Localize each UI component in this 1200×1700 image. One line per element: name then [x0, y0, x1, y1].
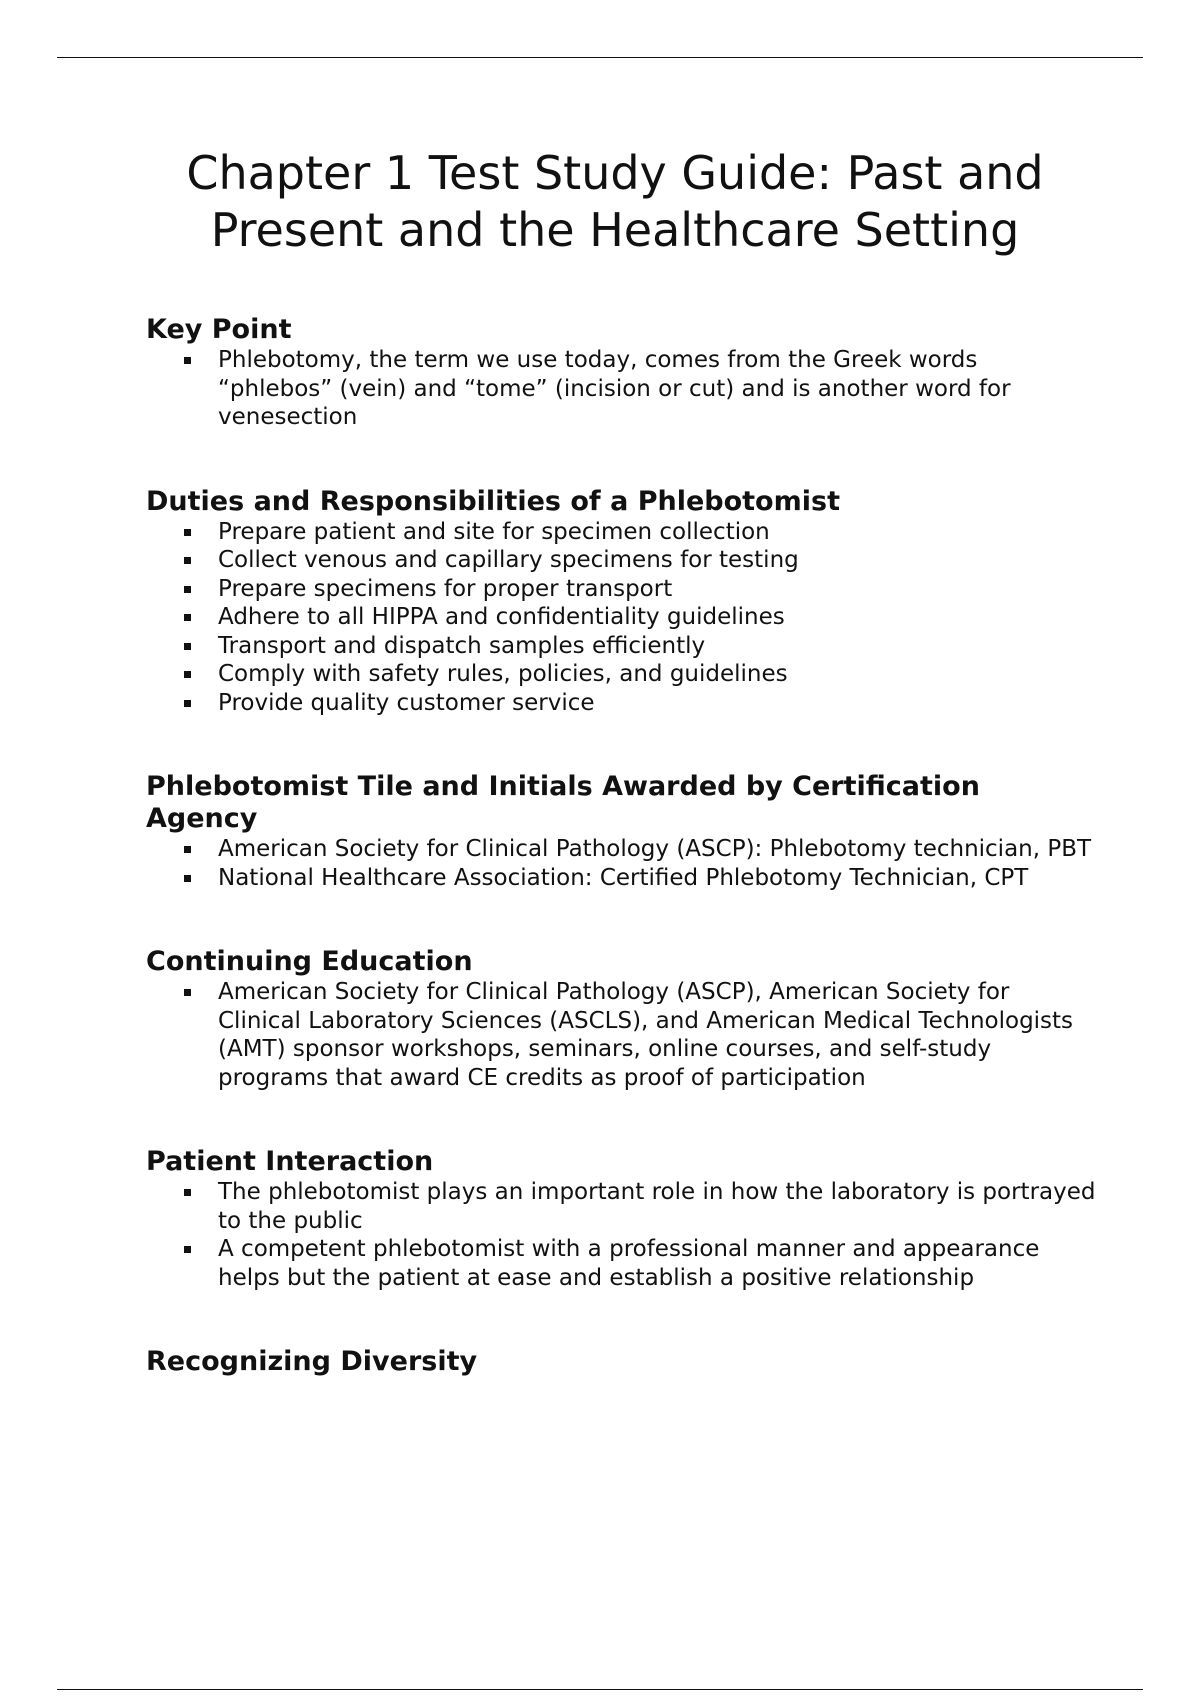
list-item: Prepare specimens for proper transport	[218, 575, 1096, 604]
section-duties	[146, 486, 1096, 718]
list-item: Comply with safety rules, policies, and guidelines	[218, 660, 1096, 689]
list-item: American Society for Clinical Pathology (ASCP), American Society for Clinical Laboratory Sciences (ASCLS), and American Medical Technologists (AMT) sponsor workshops, seminars, online courses, and self-study programs that award CE credits as proof of participation	[218, 978, 1096, 1092]
section-patient-interaction	[146, 1146, 1096, 1292]
section-heading: Duties and Responsibilities of a Phlebotomist	[146, 485, 840, 517]
list-item: National Healthcare Association: Certified Phlebotomy Technician, CPT	[218, 864, 1096, 893]
list-item: A competent phlebotomist with a professional manner and appearance helps but the patient at ease and establish a positive relationship	[218, 1235, 1096, 1292]
section-continuing-education	[146, 946, 1096, 1092]
section-certification	[146, 771, 1096, 892]
section-recognizing-diversity	[146, 1346, 1096, 1378]
section-heading: Key Point	[146, 314, 292, 345]
list-item: Adhere to all HIPPA and confidentiality guidelines	[218, 603, 1096, 632]
list-item: Provide quality customer service	[218, 689, 1096, 718]
list-item: Prepare patient and site for specimen collection	[218, 518, 1096, 547]
bottom-rule	[57, 1689, 1143, 1690]
document-body	[146, 314, 1096, 1378]
section-heading: Phlebotomist Tile and Initials Awarded by Certification Agency	[146, 771, 980, 834]
list-item: Phlebotomy, the term we use today, comes from the Greek words “phlebos” (vein) and “tome” (incision or cut) and is another word for venesection	[218, 346, 1096, 432]
list-item: The phlebotomist plays an important role in how the laboratory is portrayed to the public	[218, 1179, 1096, 1234]
page-title: Chapter 1 Test Study Guide: Past and Present and the Healthcare Setting	[186, 146, 1044, 257]
bullet-list	[146, 346, 1096, 432]
top-rule	[57, 57, 1143, 58]
section-key-point	[146, 314, 1096, 432]
bullet-list	[146, 1178, 1096, 1292]
bullet-list	[146, 518, 1096, 718]
section-heading: Recognizing Diversity	[146, 1346, 478, 1377]
bullet-list	[146, 835, 1096, 892]
list-item: American Society for Clinical Pathology (ASCP): Phlebotomy technician, PBT	[218, 835, 1096, 864]
list-item: Collect venous and capillary specimens for testing	[218, 546, 1096, 575]
bullet-list	[146, 978, 1096, 1092]
section-heading: Patient Interaction	[146, 1146, 434, 1177]
list-item: Transport and dispatch samples efficiently	[218, 632, 1096, 661]
section-heading: Continuing Education	[146, 946, 473, 977]
